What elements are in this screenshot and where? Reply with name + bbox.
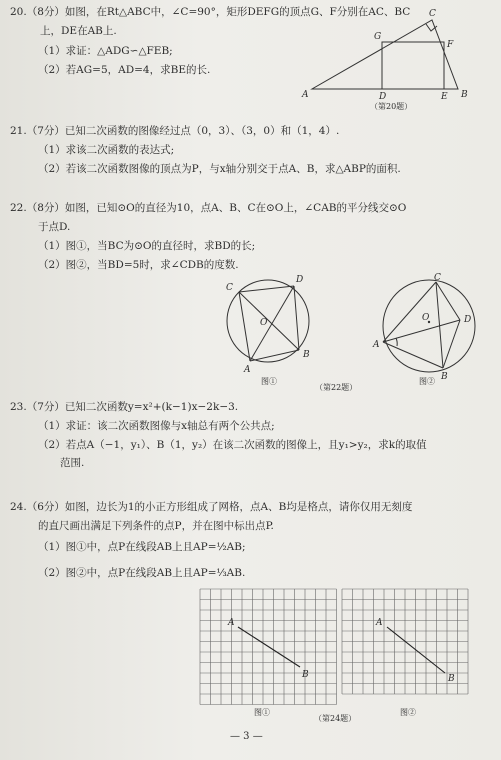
triangle-abc [312,20,458,89]
chord-ad-1 [250,286,294,361]
label-g: G [374,32,382,42]
label-d: D [379,92,387,102]
label-e: E [441,92,448,102]
rectangle-defg [382,42,444,89]
label-f: F [447,40,454,50]
diameter-bc [239,292,299,350]
q20-figure [298,6,488,114]
q22-heading: 22.（8分）如图，已知⊙O的直径为10，点A、B、C在⊙O上，∠CAB的平分线交⊙O [10,202,407,214]
q22-heading-cont: 于点D. [38,221,71,233]
q23-part2-cont: 范围. [60,457,85,469]
q23-heading: 23.（7分）已知二次函数y=x²+(k−1)x−2k−3. [10,401,239,413]
q22-part1: （1）图①，当BC为⊙O的直径时，求BD的长; [38,240,256,252]
fig2-label-a: A [373,340,380,350]
angle-mark [396,338,397,346]
q24-fig2-label: 图② [400,708,416,717]
fig1-label-d: D [296,275,304,285]
chord-ac-1 [239,292,250,361]
fig1-label-o: O [260,318,268,328]
q20-part1: （1）求证：△ADG∽△FEB; [38,45,173,57]
chord-cd-1 [239,286,294,292]
fig1-label-a: A [244,365,251,375]
q24-heading-cont: 的直尺画出满足下列条件的点P，并在图中标出点P. [38,520,274,532]
q22-fig2-geometry [383,280,475,372]
q24-heading: 24.（6分）如图，边长为1的小正方形组成了网格，点A、B均是格点，请你仅用无刻度 [10,501,413,513]
chord-db-2 [443,320,460,368]
label-b: B [461,90,468,100]
segment-ab-fig1 [238,627,300,667]
q22-fig1-geometry [227,280,309,362]
q21-part1: （1）求该二次函数的表达式; [38,144,175,156]
chord-ad-2 [383,320,460,342]
chord-ab-2 [383,342,443,368]
fig2-label-b: B [448,674,455,684]
q22-part2: （2）图②，当BD=5时，求∠CDB的度数. [38,259,239,271]
q24-part2: （2）图②中，点P在线段AB上且AP=⅓AB. [38,567,246,579]
fig2-label-a: A [376,618,383,628]
fig1-label-b: B [303,350,310,360]
label-c: C [429,9,436,19]
q22-caption: （第22题） [315,383,358,392]
q24-part1: （1）图①中，点P在线段AB上且AP=½AB; [38,541,246,553]
fig2-label-d: D [464,315,472,325]
fig1-label-c: C [226,283,233,293]
chord-ab-1 [250,350,299,361]
q20-part2: （2）若AG=5，AD=4，求BE的长. [38,64,211,76]
q22-fig1-label: 图① [261,377,277,386]
fig2-label-c: C [434,273,441,283]
q24-caption: （第24题） [314,714,357,723]
q24-fig1-label: 图① [254,708,270,717]
q20-heading-cont: 上，DE在AB上. [40,25,117,37]
q21-part2: （2）若该二次函数图像的顶点为P，与x轴分别交于点A、B，求△ABP的面积. [38,163,401,175]
q22-fig2-label: 图② [419,377,435,386]
fig1-label-a: A [228,618,235,628]
q23-part1: （1）求证：该二次函数图像与x轴总有两个公共点; [38,420,275,432]
q24-figures [190,585,490,723]
q20-caption: （第20题） [370,102,413,111]
fig2-label-o: O [422,313,430,323]
q20-heading: 20.（8分）如图，在Rt△ABC中，∠C=90°，矩形DEFG的顶点G、F分别在AC、BC [10,6,411,18]
fig2-label-b: B [441,372,448,382]
chord-cd-2 [436,282,460,320]
chord-db-1 [294,286,299,350]
page-number: — 3 — [230,731,263,742]
label-a: A [302,90,309,100]
q21-heading: 21.（7分）已知二次函数的图像经过点（0，3）、（3，0）和（1，4）. [10,125,340,137]
chord-ac-2 [383,282,436,342]
q23-part2: （2）若点A（−1，y₁）、B（1，y₂）在该二次函数的图像上，且y₁>y₂，求k的取值 [38,439,427,451]
fig1-label-b: B [302,670,309,680]
q22-figures [215,268,495,393]
